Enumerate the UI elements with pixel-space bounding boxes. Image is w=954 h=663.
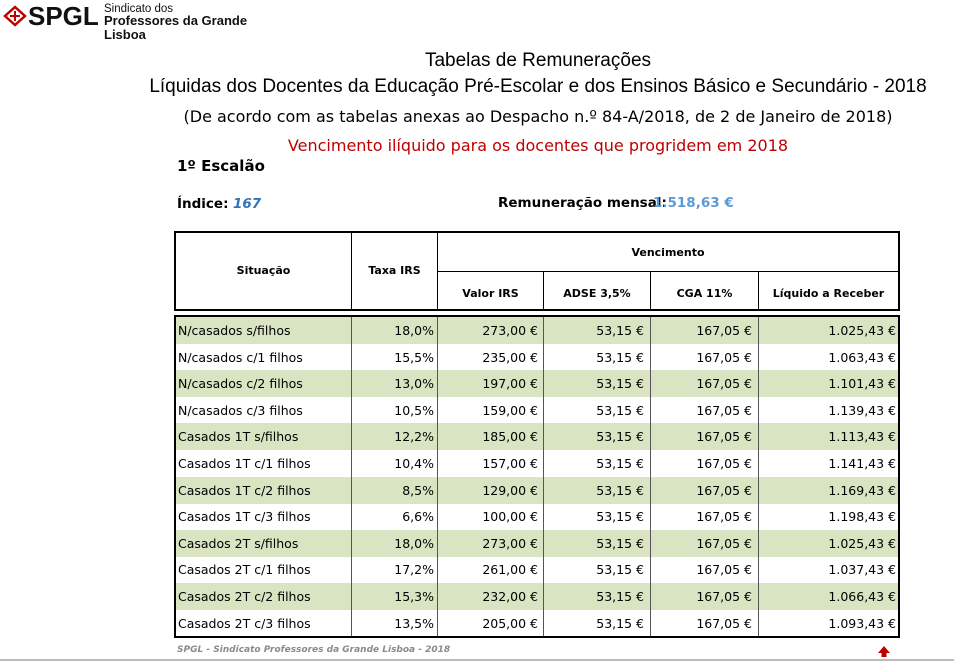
cell-adse: 53,15 € — [596, 349, 644, 365]
cell-liquido: 1.093,43 € — [828, 615, 896, 631]
cell-situacao: N/casados c/3 filhos — [178, 402, 303, 418]
cell-taxa: 18,0% — [394, 323, 434, 338]
cell-cga: 167,05 € — [696, 376, 752, 392]
cell-situacao: Casados 2T s/filhos — [178, 535, 299, 551]
table-header — [174, 231, 900, 311]
cell-adse: 53,15 € — [596, 615, 644, 631]
cell-situacao: N/casados s/filhos — [178, 323, 291, 338]
cell-situacao: N/casados c/2 filhos — [178, 376, 303, 392]
cell-taxa: 15,5% — [394, 349, 434, 365]
col-adse: ADSE 3,5% — [563, 287, 631, 300]
cell-adse: 53,15 € — [596, 376, 644, 392]
cell-liquido: 1.066,43 € — [828, 589, 896, 604]
cell-situacao: Casados 2T c/3 filhos — [178, 615, 311, 631]
cell-liquido: 1.101,43 € — [828, 376, 896, 392]
spgl-logo-icon — [3, 5, 27, 27]
cell-situacao: Casados 1T c/1 filhos — [178, 456, 311, 471]
col-liquido: Líquido a Receber — [772, 287, 885, 300]
cell-situacao: Casados 2T c/1 filhos — [178, 562, 311, 578]
page-title-line2: Líquidas dos Docentes da Educação Pré-Escolar e dos Ensinos Básico e Secundário - 2018 — [149, 76, 927, 97]
cell-valor: 185,00 € — [482, 429, 538, 445]
cell-valor: 129,00 € — [482, 482, 538, 498]
cell-taxa: 18,0% — [394, 535, 434, 551]
page-subtitle: (De acordo com as tabelas anexas ao Despacho n.º 84-A/2018, de 2 de Janeiro de 2018) — [183, 107, 893, 126]
cell-adse: 53,15 € — [596, 482, 644, 498]
cell-situacao: Casados 1T c/2 filhos — [178, 482, 311, 498]
cell-adse: 53,15 € — [596, 509, 644, 525]
cell-taxa: 17,2% — [394, 562, 434, 578]
cell-cga: 167,05 € — [696, 482, 752, 498]
logo-name: SPGL — [28, 1, 99, 31]
footer-text: SPGL - Sindicato Professores da Grande Lisboa - 2018 — [177, 645, 451, 655]
cell-situacao: Casados 1T c/3 filhos — [178, 509, 311, 525]
cell-liquido: 1.198,43 € — [828, 509, 896, 525]
cell-cga: 167,05 € — [696, 509, 752, 525]
cell-liquido: 1.139,43 € — [828, 402, 896, 418]
cell-cga: 167,05 € — [696, 615, 752, 631]
cell-taxa: 10,5% — [394, 402, 434, 418]
table-row — [176, 370, 898, 397]
cell-valor: 205,00 € — [482, 615, 538, 631]
red-note: Vencimento ilíquido para os docentes que progridem em 2018 — [287, 136, 789, 155]
table-row — [176, 503, 898, 530]
cell-liquido: 1.113,43 € — [828, 429, 896, 445]
table-row — [176, 583, 898, 610]
cell-situacao: Casados 2T c/2 filhos — [178, 589, 311, 604]
table-row — [176, 397, 898, 424]
cell-valor: 273,00 € — [482, 535, 538, 551]
col-valor-irs: Valor IRS — [462, 287, 519, 300]
cell-valor: 159,00 € — [482, 402, 538, 418]
cell-taxa: 15,3% — [394, 589, 434, 604]
col-situacao: Situação — [236, 264, 291, 277]
remuneracao-label: Remuneração mensal: — [498, 195, 667, 211]
cell-cga: 167,05 € — [696, 562, 752, 578]
cell-situacao: N/casados c/1 filhos — [178, 349, 303, 365]
cell-valor: 197,00 € — [482, 376, 538, 392]
footer-divider — [0, 659, 954, 661]
cell-cga: 167,05 € — [696, 429, 752, 445]
cell-situacao: Casados 1T s/filhos — [178, 429, 299, 445]
cell-liquido: 1.025,43 € — [828, 323, 896, 338]
logo-line1: Sindicato dos — [104, 3, 174, 15]
cell-valor: 232,00 € — [482, 589, 538, 604]
cell-taxa: 13,0% — [394, 376, 434, 392]
cell-valor: 273,00 € — [482, 323, 538, 338]
cell-liquido: 1.141,43 € — [828, 456, 896, 471]
cell-cga: 167,05 € — [696, 589, 752, 604]
data-table — [174, 315, 900, 638]
cell-cga: 167,05 € — [696, 323, 752, 338]
table-row — [176, 423, 898, 450]
table-row — [176, 317, 898, 344]
cell-adse: 53,15 € — [596, 562, 644, 578]
page-title: Tabelas de Remunerações — [424, 50, 652, 71]
cell-liquido: 1.037,43 € — [828, 562, 896, 578]
remuneracao-value: 1.518,63 € — [653, 195, 734, 211]
col-cga: CGA 11% — [676, 287, 733, 300]
cell-valor: 235,00 € — [482, 349, 538, 365]
indice-label: Índice: — [177, 196, 229, 212]
cell-valor: 261,00 € — [482, 562, 538, 578]
table-row — [176, 610, 898, 637]
cell-taxa: 8,5% — [402, 482, 434, 498]
cell-adse: 53,15 € — [596, 429, 644, 445]
cell-valor: 100,00 € — [482, 509, 538, 525]
cell-adse: 53,15 € — [596, 589, 644, 604]
cell-adse: 53,15 € — [596, 535, 644, 551]
logo — [0, 0, 290, 42]
cell-adse: 53,15 € — [596, 323, 644, 338]
cell-liquido: 1.063,43 € — [828, 349, 896, 365]
cell-adse: 53,15 € — [596, 402, 644, 418]
table-row — [176, 556, 898, 583]
cell-taxa: 10,4% — [394, 456, 434, 471]
cell-cga: 167,05 € — [696, 349, 752, 365]
cell-liquido: 1.025,43 € — [828, 535, 896, 551]
escalao-heading: 1º Escalão — [177, 157, 265, 175]
cell-taxa: 13,5% — [394, 615, 434, 631]
cell-liquido: 1.169,43 € — [828, 482, 896, 498]
cell-cga: 167,05 € — [696, 402, 752, 418]
table-row — [176, 344, 898, 371]
cell-adse: 53,15 € — [596, 456, 644, 471]
col-group-vencimento: Vencimento — [631, 246, 705, 259]
table-row — [176, 530, 898, 557]
cell-valor: 157,00 € — [482, 456, 538, 471]
indice-value: 167 — [233, 196, 262, 212]
col-taxa-irs: Taxa IRS — [368, 264, 421, 277]
table-row — [176, 450, 898, 477]
table-row — [176, 477, 898, 504]
cell-cga: 167,05 € — [696, 535, 752, 551]
cell-taxa: 12,2% — [394, 429, 434, 445]
cell-cga: 167,05 € — [696, 456, 752, 471]
up-arrow-icon[interactable] — [877, 644, 891, 658]
logo-line2: Professores da Grande Lisboa — [104, 13, 248, 42]
cell-taxa: 6,6% — [402, 509, 434, 525]
